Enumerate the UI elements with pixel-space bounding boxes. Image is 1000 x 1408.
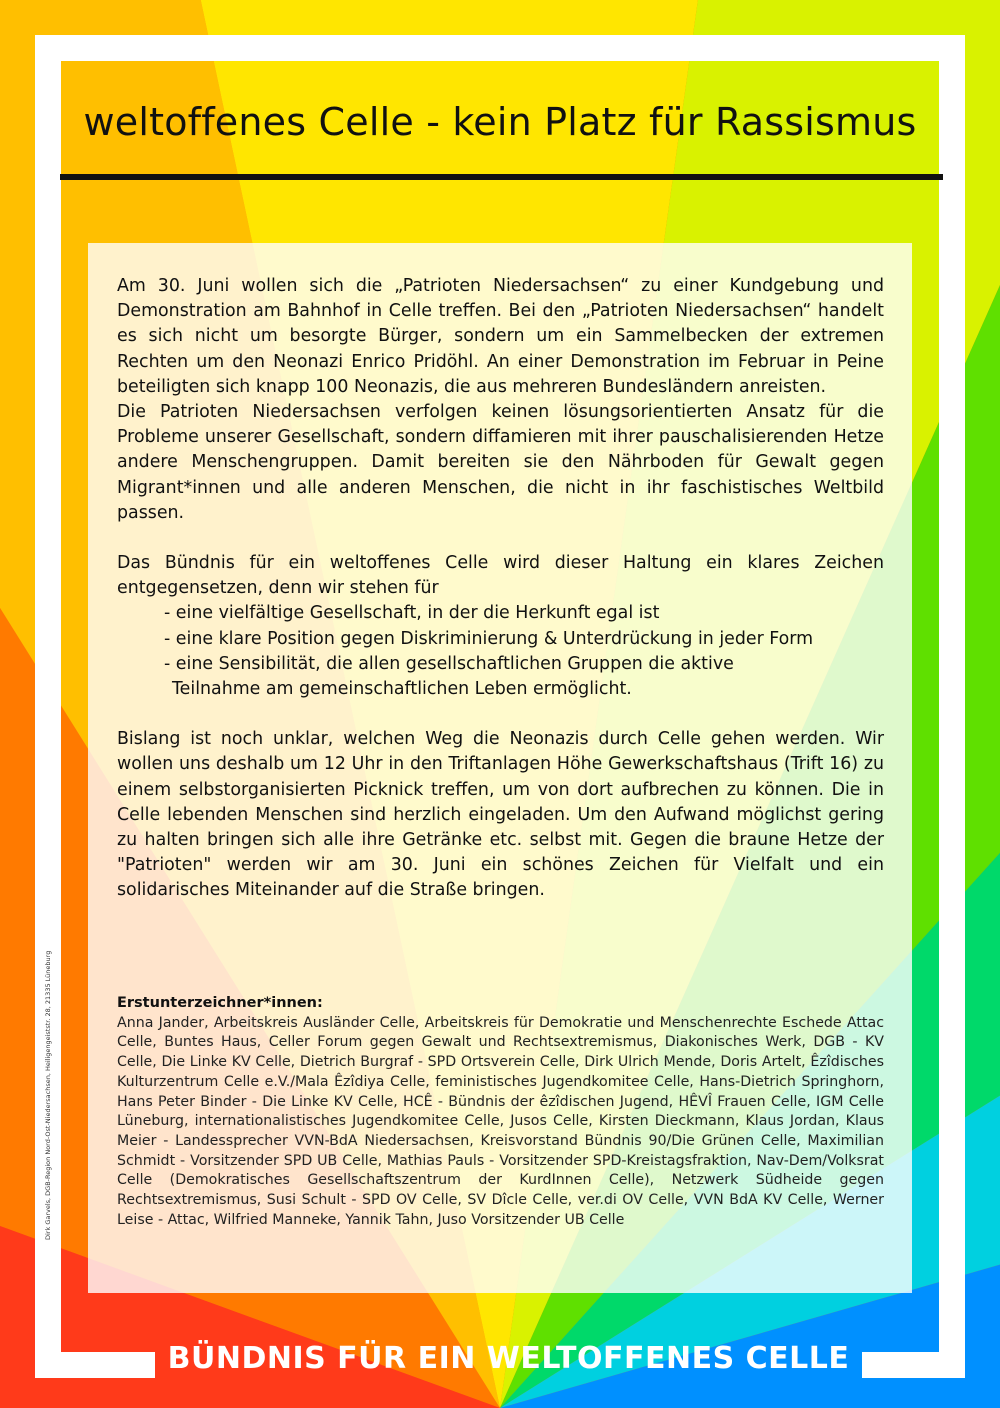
signers-heading: Erstunterzeichner*innen:: [117, 995, 323, 1011]
frame-top: [35, 35, 965, 61]
stance-paragraph: Das Bündnis für ein weltoffenes Celle wird dieser Haltung ein klares Zeichen entgegensetzen, denn wir stehen für: [117, 553, 884, 599]
list-item: - eine vielfältige Gesellschaft, in der die Herkunft egal ist: [164, 603, 660, 624]
frame-right: [939, 35, 965, 1378]
body-text: [117, 274, 884, 904]
list-item: - eine klare Position gegen Diskriminierung & Unterdrückung in jeder Form: [164, 628, 814, 649]
intro-paragraph-2: Die Patrioten Niedersachsen verfolgen keinen lösungsorientierten Ansatz für die Probleme unserer Gesellschaft, sondern diffamieren mit ihrer pauschalisierenden Hetze andere Menschengruppen. Damit bereiten sie den Nährboden für Gewalt gegen Migrant*innen und alle anderen Menschen, die nicht in ihr faschistisches Weltbild passen.: [117, 402, 884, 523]
footer-banner: BÜNDNIS FÜR EIN WELTOFFENES CELLE: [167, 1341, 850, 1376]
frame-bottom-left: [35, 1352, 155, 1378]
closing-paragraph: Bislang ist noch unklar, welchen Weg die Neonazis durch Celle gehen werden. Wir wollen uns deshalb um 12 Uhr in den Triftanlagen Höhe Gewerkschaftshaus (Trift 16) zu einem selbstorganisierten Picknick treffen, um von dort aufbrechen zu können. Die in Celle lebenden Menschen sind herzlich eingeladen. Um den Aufwand möglichst gering zu halten bringen sich alle ihre Getränke etc. selbst mit. Gegen die braune Hetze der "Patrioten" werden wir am 30. Juni ein schönes Zeichen für Vielfalt und ein solidarisches Miteinander auf die Straße bringen.: [117, 729, 884, 901]
signers-section: [117, 994, 884, 1230]
list-item-text: - eine Sensibilität, die allen gesellschaftlichen Gruppen die aktive: [164, 653, 734, 674]
list-item-continuation: Teilnahme am gemeinschaftlichen Leben ermöglicht.: [172, 679, 632, 700]
page-title: weltoffenes Celle - kein Platz für Rassismus: [83, 100, 917, 144]
list-item: [117, 652, 884, 702]
signers-list: Anna Jander, Arbeitskreis Ausländer Celle, Arbeitskreis für Demokratie und Menschenrechte Eschede Attac Celle, Buntes Haus, Celler Forum gegen Gewalt und Rechtsextremismus, Diakonisches Werk, DGB - KV Celle, Die Linke KV Celle, Dietrich Burgraf - SPD Ortsverein Celle, Dirk Ulrich Mende, Doris Artelt, Êzîdisches Kulturzentrum Celle e.V./Mala Êzîdiya Celle, feministisches Jugendkomitee Celle, Hans-Dietrich Springhorn, Hans Peter Binder - Die Linke KV Celle, HCÊ - Bündnis der êzîdischen Jugend, HÊVÎ Frauen Celle, IGM Celle Lüneburg, internationalistisches Jugendkomitee Celle, Jusos Celle, Kirsten Dieckmann, Klaus Jordan, Klaus Meier - Landessprecher VVN-BdA Niedersachsen, Kreisvorstand Bündnis 90/Die Grünen Celle, Maximilian Schmidt - Vorsitzender SPD UB Celle, Mathias Pauls - Vorsitzender SPD-Kreistagsfraktion, Nav-Dem/Volksrat Celle (Demokratisches Gesellschaftszentrum der KurdInnen Celle), Netzwerk Südheide gegen Rechtsextremismus, Susi Schult - SPD OV Celle, SV Dîcle Celle, ver.di OV Celle, VVN BdA KV Celle, Werner Leise - Attac, Wilfried Manneke, Yannik Tahn, Juso Vorsitzender UB Celle: [117, 1014, 884, 1228]
frame-bottom-right: [862, 1352, 965, 1378]
imprint: Dirk Garvels, DGB-Region Nord-Ost-Niedersachsen, Heiligengeiststr. 28, 21335 Lüneburg: [44, 950, 52, 1240]
intro-paragraph: Am 30. Juni wollen sich die „Patrioten Niedersachsen“ zu einer Kundgebung und Demonstration am Bahnhof in Celle treffen. Bei den „Patrioten Niedersachsen“ handelt es sich nicht um besorgte Bürger, sondern um ein Sammelbecken der extremen Rechten um den Neonazi Enrico Pridöhl. An einer Demonstration im Februar in Peine beteiligten sich knapp 100 Neonazis, die aus mehreren Bundesländern anreisten.: [117, 276, 884, 397]
values-list: [117, 601, 884, 702]
title-underline: [60, 174, 943, 180]
